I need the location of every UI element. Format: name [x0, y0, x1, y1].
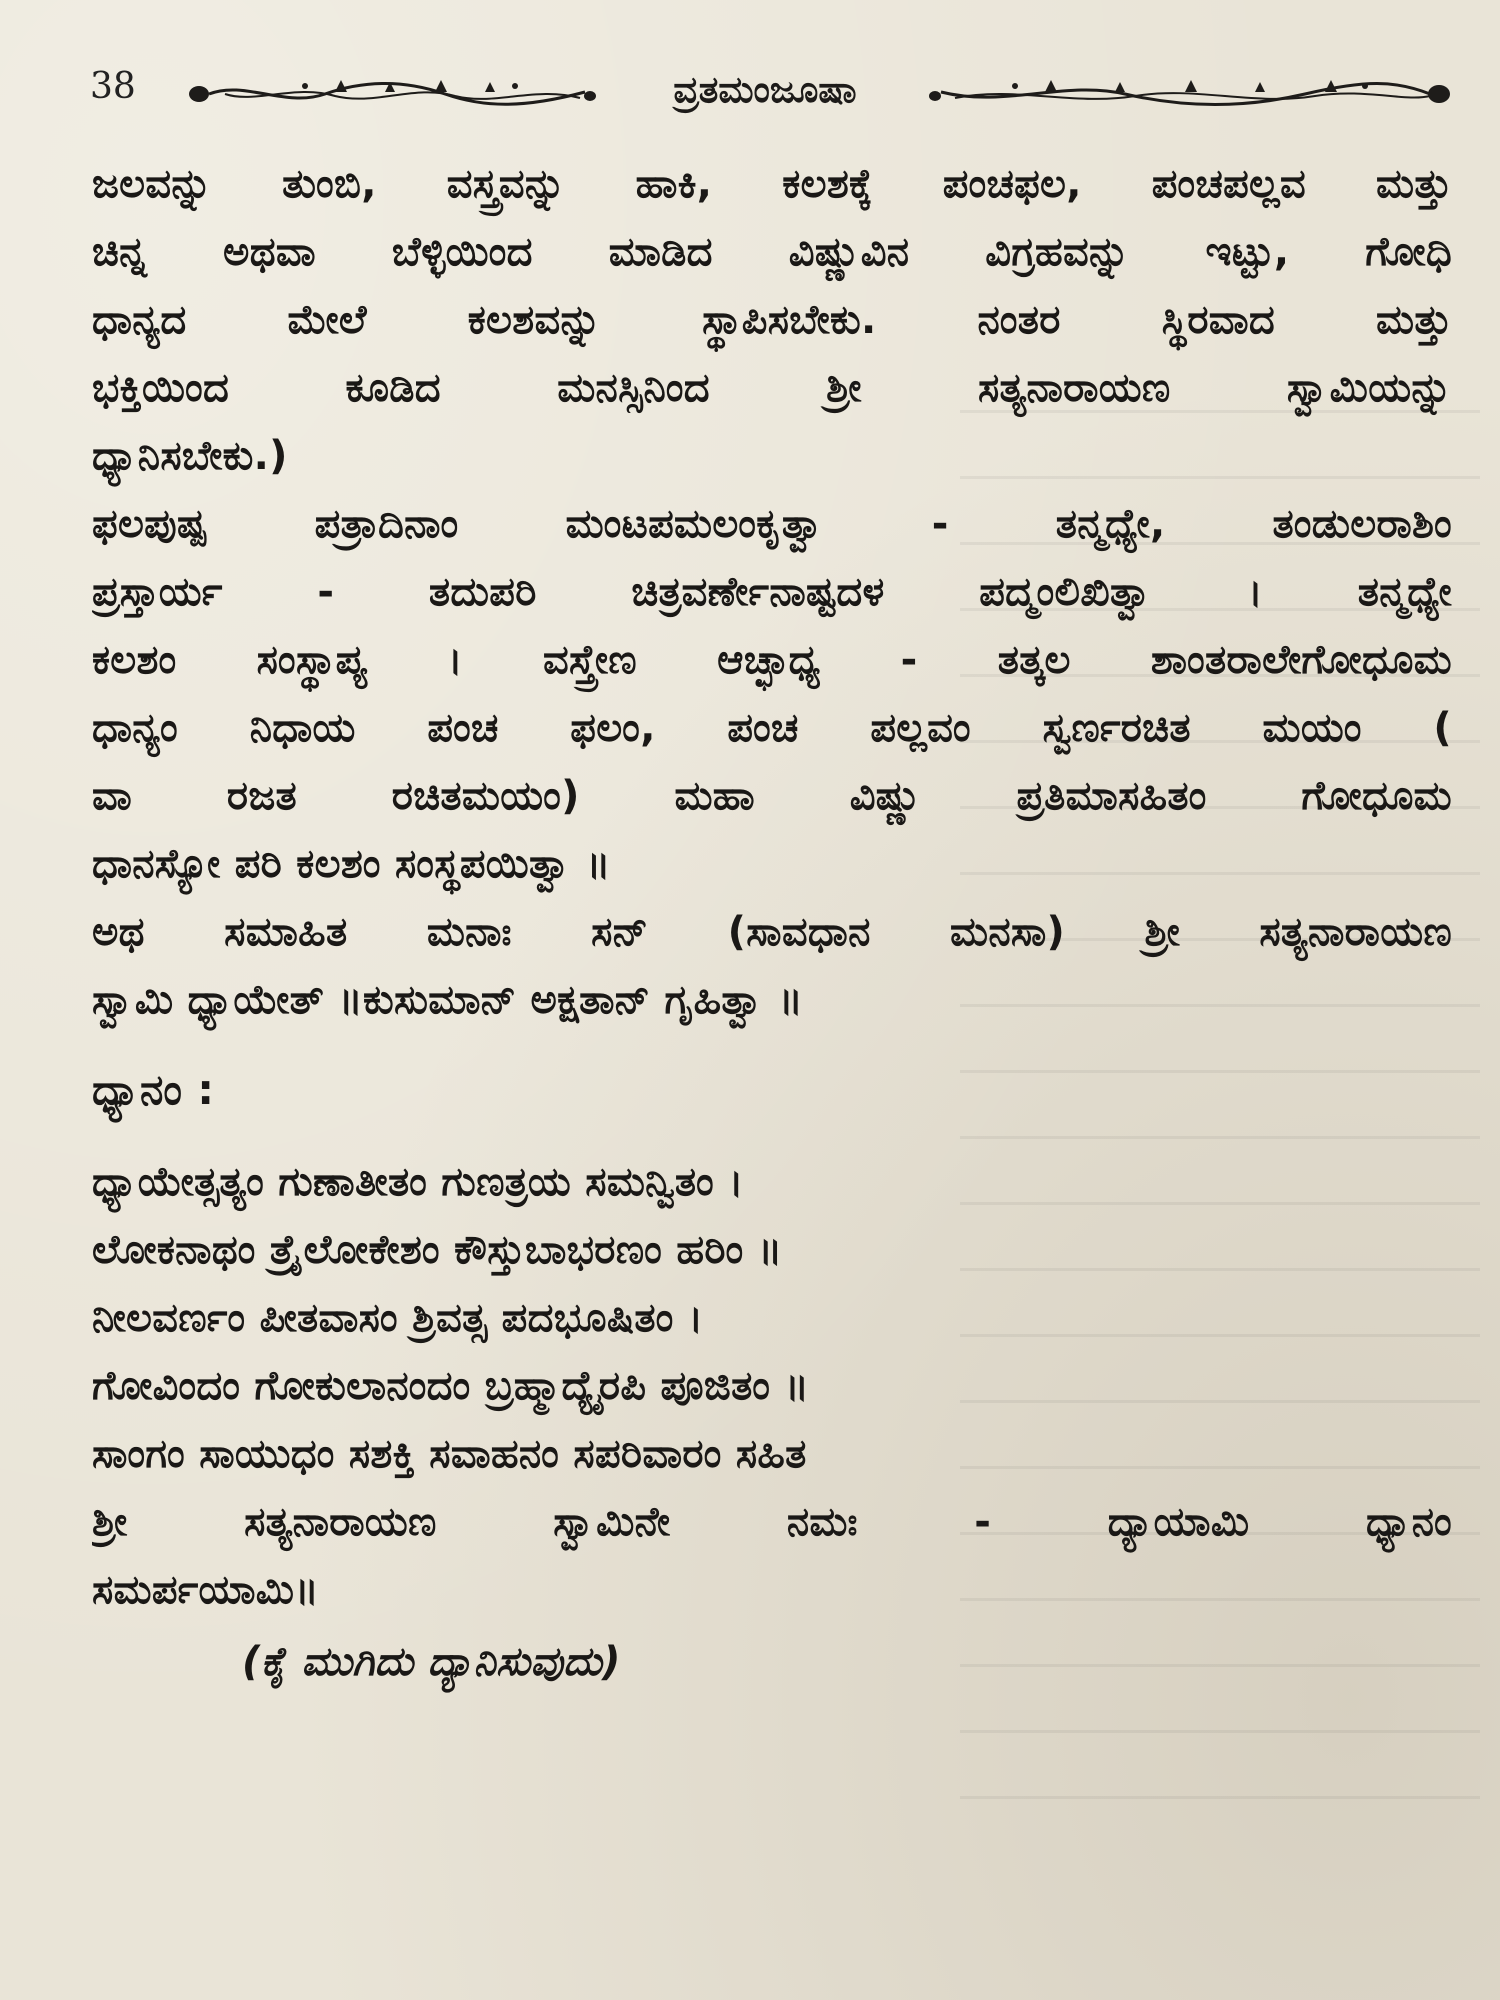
text-line: ಧಾನ್ಯಂ ನಿಧಾಯ ಪಂಚ ಫಲಂ, ಪಂಚ ಪಲ್ಲವಂ ಸ್ವರ್ಣರಚಿತ ಮಯಂ ( — [92, 705, 1452, 751]
running-title: ವ್ರತಮಂಜೂಷಾ — [673, 68, 857, 111]
text-line: ಭಕ್ತಿಯಿಂದ ಕೂಡಿದ ಮನಸ್ಸಿನಿಂದ ಶ್ರೀ ಸತ್ಯನಾರಾಯಣ ಸ್ವಾಮಿಯನ್ನು — [92, 365, 1452, 411]
verse-line: ಗೋವಿಂದಂ ಗೋಕುಲಾನಂದಂ ಬ್ರಹ್ಮಾದ್ಯೈರಪಿ ಪೂಜಿತಂ ॥ — [92, 1363, 810, 1409]
text-line: ಕಲಶಂ ಸಂಸ್ಥಾಪ್ಯ । ವಸ್ತ್ರೇಣ ಆಚ್ಛಾಧ್ಯ - ತತ್ಕಲ ಶಾಂತರಾಲೇಗೋಧೂಮ — [92, 637, 1452, 683]
text-line: ಪ್ರಸ್ತಾರ್ಯ - ತದುಪರಿ ಚಿತ್ರವರ್ಣೇನಾಷ್ಟದಳ ಪದ್ಮಂಲಿಖಿತ್ವಾ । ತನ್ಮಧ್ಯೇ — [92, 569, 1452, 615]
page-header — [0, 60, 1500, 130]
verse-block — [92, 1148, 1452, 1624]
verse-line: ನೀಲವರ್ಣಂ ಪೀತವಾಸಂ ಶ್ರಿವತ್ಸ ಪದಭೂಷಿತಂ । — [92, 1295, 704, 1341]
text-line: ಧಾನಸ್ಯೋ ಪರಿ ಕಲಶಂ ಸಂಸ್ಥಪಯಿತ್ವಾ ॥ — [92, 841, 611, 887]
paragraph-instructions — [92, 150, 1452, 490]
section-heading: ಧ್ಯಾನಂ : — [92, 1065, 215, 1114]
floral-ornament-icon — [925, 74, 1455, 114]
text-line: ಧಾನ್ಯದ ಮೇಲೆ ಕಲಶವನ್ನು ಸ್ಥಾಪಿಸಬೇಕು. ನಂತರ ಸ್ಥಿರವಾದ ಮತ್ತು — [92, 297, 1452, 343]
instruction-note: (ಕೈ ಮುಗಿದು ದ್ಯಾನಿಸುವುದು) — [242, 1639, 621, 1685]
verse-line: ಲೋಕನಾಥಂ ತ್ರೈಲೋಕೇಶಂ ಕೌಸ್ತುಬಾಭರಣಂ ಹರಿಂ ॥ — [92, 1227, 783, 1273]
text-line: ಸ್ವಾಮಿ ಧ್ಯಾಯೇತ್ ॥ಕುಸುಮಾನ್ ಅಕ್ಷತಾನ್ ಗೃಹಿತ್ವಾ ॥ — [92, 977, 804, 1023]
verse-line: ಸಮರ್ಪಯಾಮಿ॥ — [92, 1567, 320, 1613]
floral-ornament-icon — [185, 74, 600, 114]
text-line: ಧ್ಯಾನಿಸಬೇಕು.) — [92, 433, 288, 479]
page-content — [92, 150, 1452, 1696]
page-number: 38 — [90, 66, 136, 107]
text-line: ಜಲವನ್ನು ತುಂಬಿ, ವಸ್ತ್ರವನ್ನು ಹಾಕಿ, ಕಲಶಕ್ಕೆ ಪಂಚಫಲ, ಪಂಚಪಲ್ಲವ ಮತ್ತು — [92, 161, 1452, 207]
text-line: ಅಥ ಸಮಾಹಿತ ಮನಾಃ ಸನ್ (ಸಾವಧಾನ ಮನಸಾ) ಶ್ರೀ ಸತ್ಯನಾರಾಯಣ — [92, 909, 1452, 955]
verse-line: ಧ್ಯಾಯೇತ್ಸತ್ಯಂ ಗುಣಾತೀತಂ ಗುಣತ್ರಯ ಸಮನ್ವಿತಂ । — [92, 1159, 744, 1205]
text-line: ಚಿನ್ನ ಅಥವಾ ಬೆಳ್ಳಿಯಿಂದ ಮಾಡಿದ ವಿಷ್ಣುವಿನ ವಿಗ್ರಹವನ್ನು ಇಟ್ಟು, ಗೋಧಿ — [92, 229, 1452, 275]
verse-line: ಸಾಂಗಂ ಸಾಯುಧಂ ಸಶಕ್ತಿ ಸವಾಹನಂ ಸಪರಿವಾರಂ ಸಹಿತ — [92, 1431, 807, 1477]
text-line: ಫಲಪುಷ್ಪ ಪತ್ರಾದಿನಾಂ ಮಂಟಪಮಲಂಕೃತ್ವಾ - ತನ್ಮಧ್ಯೇ, ತಂಡುಲರಾಶಿಂ — [92, 501, 1452, 547]
text-line: ವಾ ರಜತ ರಚಿತಮಯಂ) ಮಹಾ ವಿಷ್ಣು ಪ್ರತಿಮಾಸಹಿತಂ ಗೋಧೂಮ — [92, 773, 1452, 819]
verse-line: ಶ್ರೀ ಸತ್ಯನಾರಾಯಣ ಸ್ವಾಮಿನೇ ನಮಃ - ದ್ಯಾಯಾಮಿ ಧ್ಯಾನಂ — [92, 1499, 1452, 1545]
paragraph-sanskrit-procedure — [92, 490, 1452, 898]
paragraph-meditation-intro — [92, 898, 1452, 1034]
